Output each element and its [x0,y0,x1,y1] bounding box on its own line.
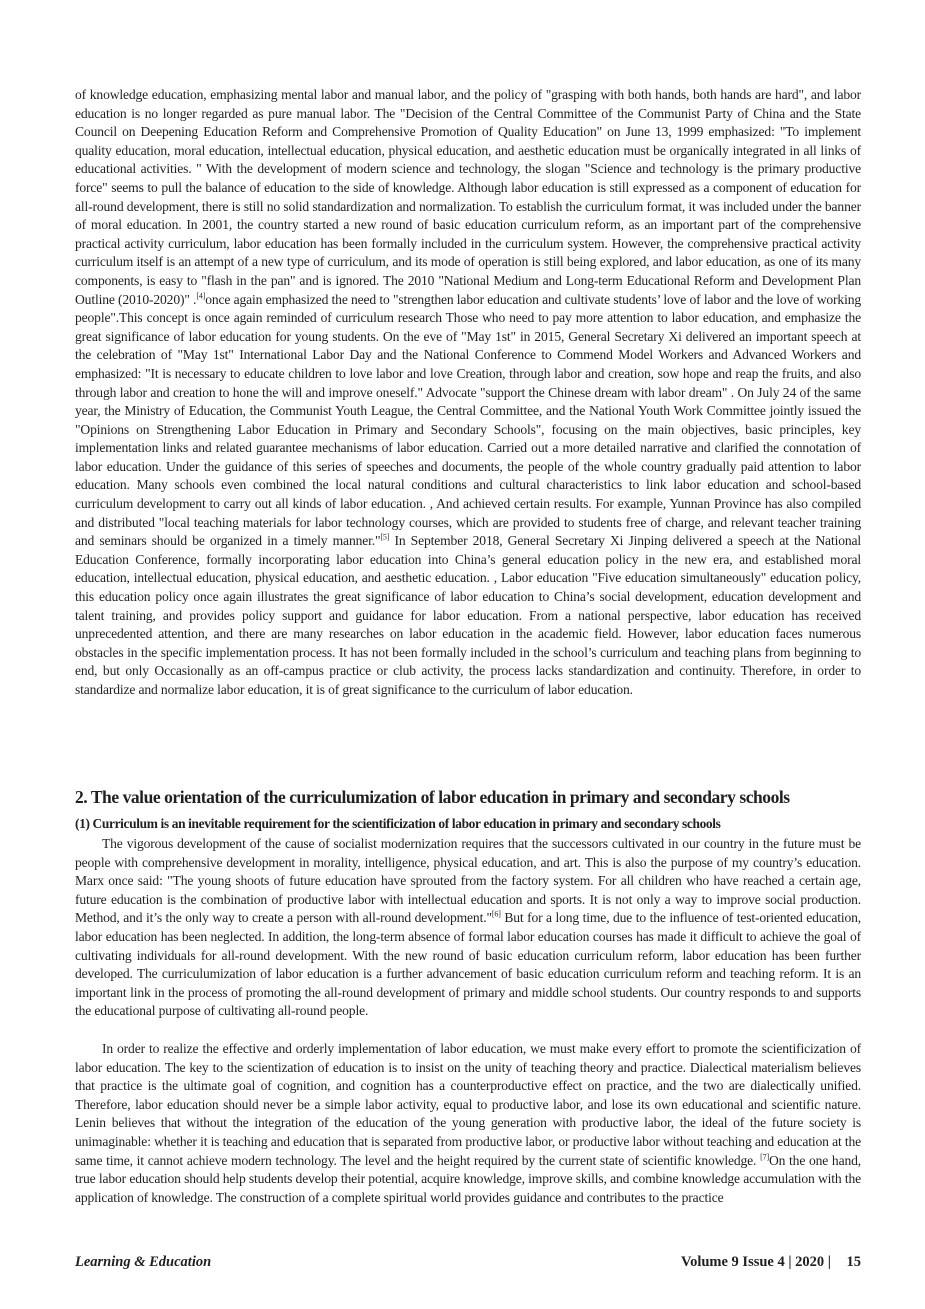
volume-issue: Volume 9 Issue 4 | 2020 | [680,1254,831,1270]
subsection-heading: (1) Curriculum is an inevitable requirement for the scientificization of labor education in primary and secondary schools [75,816,721,831]
text-run: On the one hand, true labor education should help students develop their potential, acquire knowledge, improve skills, and combine knowledge accumulation with the application of knowledge. The construction of a complete spiritual world provides guidance and contributes to the practice [75,1152,862,1205]
citation-ref: [6] [491,909,501,919]
citation-ref: [5] [380,532,390,542]
paragraph-2 [75,835,861,1021]
citation-ref: [4] [196,291,206,300]
text-run: But for a long time, due to the influence of test-oriented education, labor education has been neglected. In addition, the long-term absence of formal labor education courses has made it difficult to achieve the goal of cultivating individuals for all-round development. With the new round of basic education curriculum reform, labor education has been further developed. The curriculumization of labor education is a further advancement of basic education curriculum reform and teaching reform. It is an important link in the process of promoting the all-round development of primary and middle school students. Our country responds to and supports the educational purpose of cultivating all-round people. [75,910,861,1019]
text-run: In September 2018, General Secretary Xi Jinping delivered a speech at the National Education Conference, formally incorporating labor education into China’s general education policy in the new era, and established moral education, intellectual education, physical education, and aesthetic education. , Labor education "Five education simultaneously" education policy, this education policy once again illustrates the great significance of labor education to China’s social development, education development and talent training, and provides policy support and guidance for labor education. From a national perspective, labor education has received unprecedented attention, and there are many researches on labor education in the academic field. However, labor education faces numerous obstacles in the specific implementation process. It has not been formally included in the school’s curriculum and teaching plans from beginning to end, but only Occasionally as an off-campus practice or club activity, the process lacks standardization and continuity. Therefore, in order to standardize and normalize labor education, it is of great significance to the curriculum of labor education. [75,533,861,697]
text-run: of knowledge education, emphasizing mental labor and manual labor, and the policy of "grasping with both hands, both hands are hard", and labor education is no longer regarded as pure manual labor. The "Decision of the Central Committee of the Communist Party of China and the State Council on Deepening Education Reform and Comprehensive Promotion of Quality Education" on June 13, 1999 emphasized: "To implement quality education, moral education, intellectual education, physical education, and aesthetic education must be organically integrated in all links of educational activities. " With the development of modern science and technology, the slogan "Science and technology is the primary productive force" seems to pull the balance of education to the side of knowledge. Although labor education is still expressed as a component of education for all-round development, there is still no solid standardization and normalization. To establish the curriculum format, it was included under the banner of moral education. In 2001, the country started a new round of basic education curriculum reform, as an important part of the comprehensive practical activity curriculum, labor education has been formally included in the curriculum system. However, the comprehensive practical activity curriculum itself is an attempt of a new type of curriculum, and its mode of operation is still being explored, and labor education, as one of its many components, is easy to "flash in the pan" and is ignored. The 2010 "National Medium and Long-term Educational Reform and Development Plan Outline (2010-2020)" . [75,87,861,307]
section-heading: 2. The value orientation of the curriculumization of labor education in primary and secondary schools [75,787,790,807]
paragraph-1 [75,86,861,700]
text-run: In order to realize the effective and orderly implementation of labor education, we must make every effort to promote the scientificization of labor education. The key to the scientization of education is to insist on the unity of teaching theory and practice. Dialectical materialism believes that practice is the ultimate goal of cognition, and cognition has a counterproductive effect on practice, and the two are dialectically unified. Therefore, labor education should never be a simple labor activity, equal to productive labor, and lose its own educational and scientific nature. Lenin believes that without the integration of the education of the young generation with productive labor, the ideal of the future society is unimaginable: whether it is teaching and education that is separated from productive labor, or productive labor without teaching and education at the same time, it cannot achieve modern technology. The level and the height required by the current state of scientific knowledge. [75,1041,861,1168]
paragraph-3 [75,1040,861,1207]
text-run: once again emphasized the need to "strengthen labor education and cultivate students’ love of labor and the love of working people".This concept is once again reminded of curriculum research Those who need to pay more attention to labor education, and emphasize the great significance of labor education for young students. On the eve of "May 1st" in 2015, General Secretary Xi delivered an important speech at the celebration of "May 1st" International Labor Day and the National Conference to Commend Model Workers and Advanced Workers and emphasized: "It is necessary to educate children to love labor and love Creation, through labor and creation, sow hope and reap the fruits, and also through labor and creation to hone the will and improve oneself." Advocate "support the Chinese dream with labor dream" . On July 24 of the same year, the Ministry of Education, the Communist Youth League, the Central Committee, and the National Youth Work Committee jointly issued the "Opinions on Strengthening Labor Education in Primary and Secondary Schools", focusing on the main objectives, basic principles, key implementation links and related guarantee mechanisms of labor education. Carried out a more detailed narrative and clarified the connotation of labor education. Under the guidance of this series of speeches and documents, the people of the whole country gradually paid attention to labor education. Many schools even combined the local natural conditions and cultural characteristics to link labor education and school-based curriculum development to carry out all kinds of labor education. , And achieved certain results. For example, Yunnan Province has also compiled and distributed "local teaching materials for labor technology courses, which are provided to students free of charge, and relevant teacher training and seminars should be organized in a timely manner." [75,291,861,549]
text-run: The vigorous development of the cause of socialist modernization requires that the successors cultivated in our country in the future must be people with comprehensive development in morality, intelligence, physical education, and art. This is also the purpose of my country’s education. Marx once said: "The young shoots of future education have sprouted from the factory system. For all children who have reached a certain age, future education is the combination of productive labor with intellectual education and sports. It is not only a way to improve social production. Method, and it’s the only way to create a person with all-round development." [75,836,861,926]
journal-name: Learning & Education [75,1254,212,1270]
citation-ref: [7] [760,1152,769,1162]
page-number: 15 [846,1254,861,1270]
